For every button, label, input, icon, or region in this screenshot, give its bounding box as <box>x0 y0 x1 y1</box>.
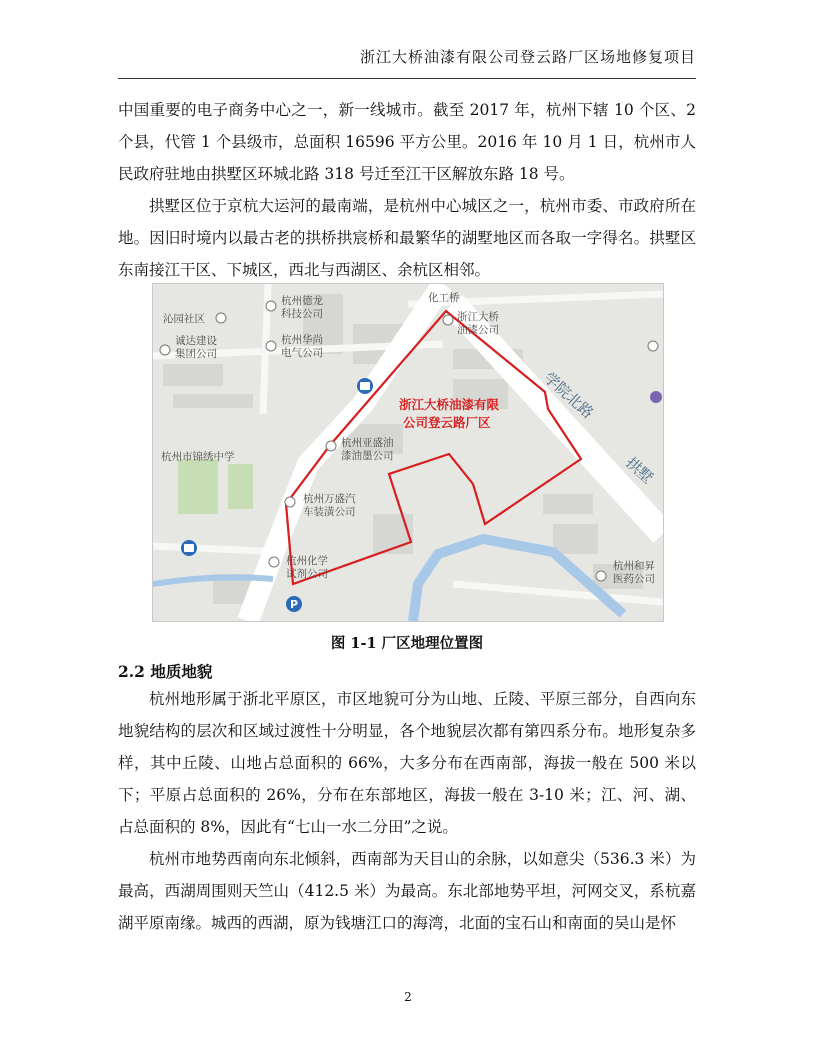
paragraph-2: 拱墅区位于京杭大运河的最南端，是杭州中心城区之一，杭州市委、市政府所在地。因旧时境内以最古老的拱桥拱宸桥和最繁华的湖墅地区而各取一字得名。拱墅区东南接江干区、下城区，西北与西湖区、余杭区相邻。 <box>118 197 696 279</box>
label-chengda-1: 诚达建设 <box>175 335 217 347</box>
label-huashang-2: 电气公司 <box>281 347 323 359</box>
label-heping-2: 医药公司 <box>613 573 655 585</box>
section-heading: 2.2 地质地貌 <box>118 662 213 681</box>
paragraph-1: 中国重要的电子商务中心之一，新一线城市。截至 2017 年，杭州下辖 10 个区、2 个县，代管 1 个县级市，总面积 16596 平方公里。2016 年 10 月 1 日，杭州市人民政府驻地由拱墅区环城北路 318 号迁至江干区解放东路 18 号。 <box>118 101 696 183</box>
label-gongshu-road: 拱墅 <box>622 453 657 488</box>
label-daqiao-1: 浙江大桥 <box>457 311 499 323</box>
label-huagongqiao: 化工桥 <box>428 292 460 304</box>
svg-text:P: P <box>290 598 299 611</box>
label-heping-1: 杭州和昇 <box>613 560 655 572</box>
map-green-areas <box>178 459 253 514</box>
label-xueyuan-road: 学院北路 <box>540 368 597 423</box>
figure-caption: 图 1-1 厂区地理位置图 <box>330 635 484 652</box>
bus-stop-icon <box>357 378 373 394</box>
label-wansheng-1: 杭州万盛汽 <box>303 493 356 505</box>
label-site-1: 浙江大桥油漆有限 <box>399 397 500 412</box>
info-icon <box>650 391 662 403</box>
label-delong-1: 杭州德龙 <box>281 295 323 307</box>
bus-stop-icon <box>181 540 197 556</box>
label-site-2: 公司登云路厂区 <box>403 415 491 430</box>
label-daqiao-2: 油漆公司 <box>457 324 499 336</box>
label-yasheng-1: 杭州亚盛油 <box>341 437 394 449</box>
label-chengda-2: 集团公司 <box>175 348 217 360</box>
label-qinyuan: 沁园社区 <box>163 313 205 325</box>
label-huaxue-2: 试剂公司 <box>286 568 328 580</box>
paragraph-4: 杭州市地势西南向东北倾斜，西南部为天目山的余脉，以如意尖（536.3 米）为最高，西湖周围则天竺山（412.5 米）为最高。东北部地势平坦，河网交叉，系杭嘉湖平原南缘。城西的西湖，原为钱塘江口的海湾，北面的宝石山和南面的吴山是怀 <box>118 850 696 932</box>
page-number: 2 <box>404 990 412 1004</box>
label-huashang-1: 杭州华尚 <box>281 334 323 346</box>
page-header-title: 浙江大桥油漆有限公司登云路厂区场地修复项目 <box>359 48 696 66</box>
label-huaxue-1: 杭州化学 <box>286 555 328 567</box>
map-svg <box>153 284 663 621</box>
label-wansheng-2: 车装潢公司 <box>303 506 356 518</box>
site-location-map <box>152 283 664 622</box>
label-delong-2: 科技公司 <box>281 308 323 320</box>
parking-icon <box>286 596 302 612</box>
label-yasheng-2: 漆油墨公司 <box>341 450 394 462</box>
label-jinxiu: 杭州市锦绣中学 <box>161 451 235 463</box>
paragraph-3: 杭州地形属于浙北平原区，市区地貌可分为山地、丘陵、平原三部分，自西向东地貌结构的层次和区域过渡性十分明显，各个地貌层次都有第四系分布。地形复杂多样，其中丘陵、山地占总面积的 66%，大多分布在西南部，海拔一般在 500 米以下；平原占总面积的 26%，分布在东部地区，海拔一般在 3-10 米；江、河、湖、占总面积的 8%，因此有“七山一水二分田”之说。 <box>118 690 696 836</box>
header-divider <box>118 78 696 79</box>
